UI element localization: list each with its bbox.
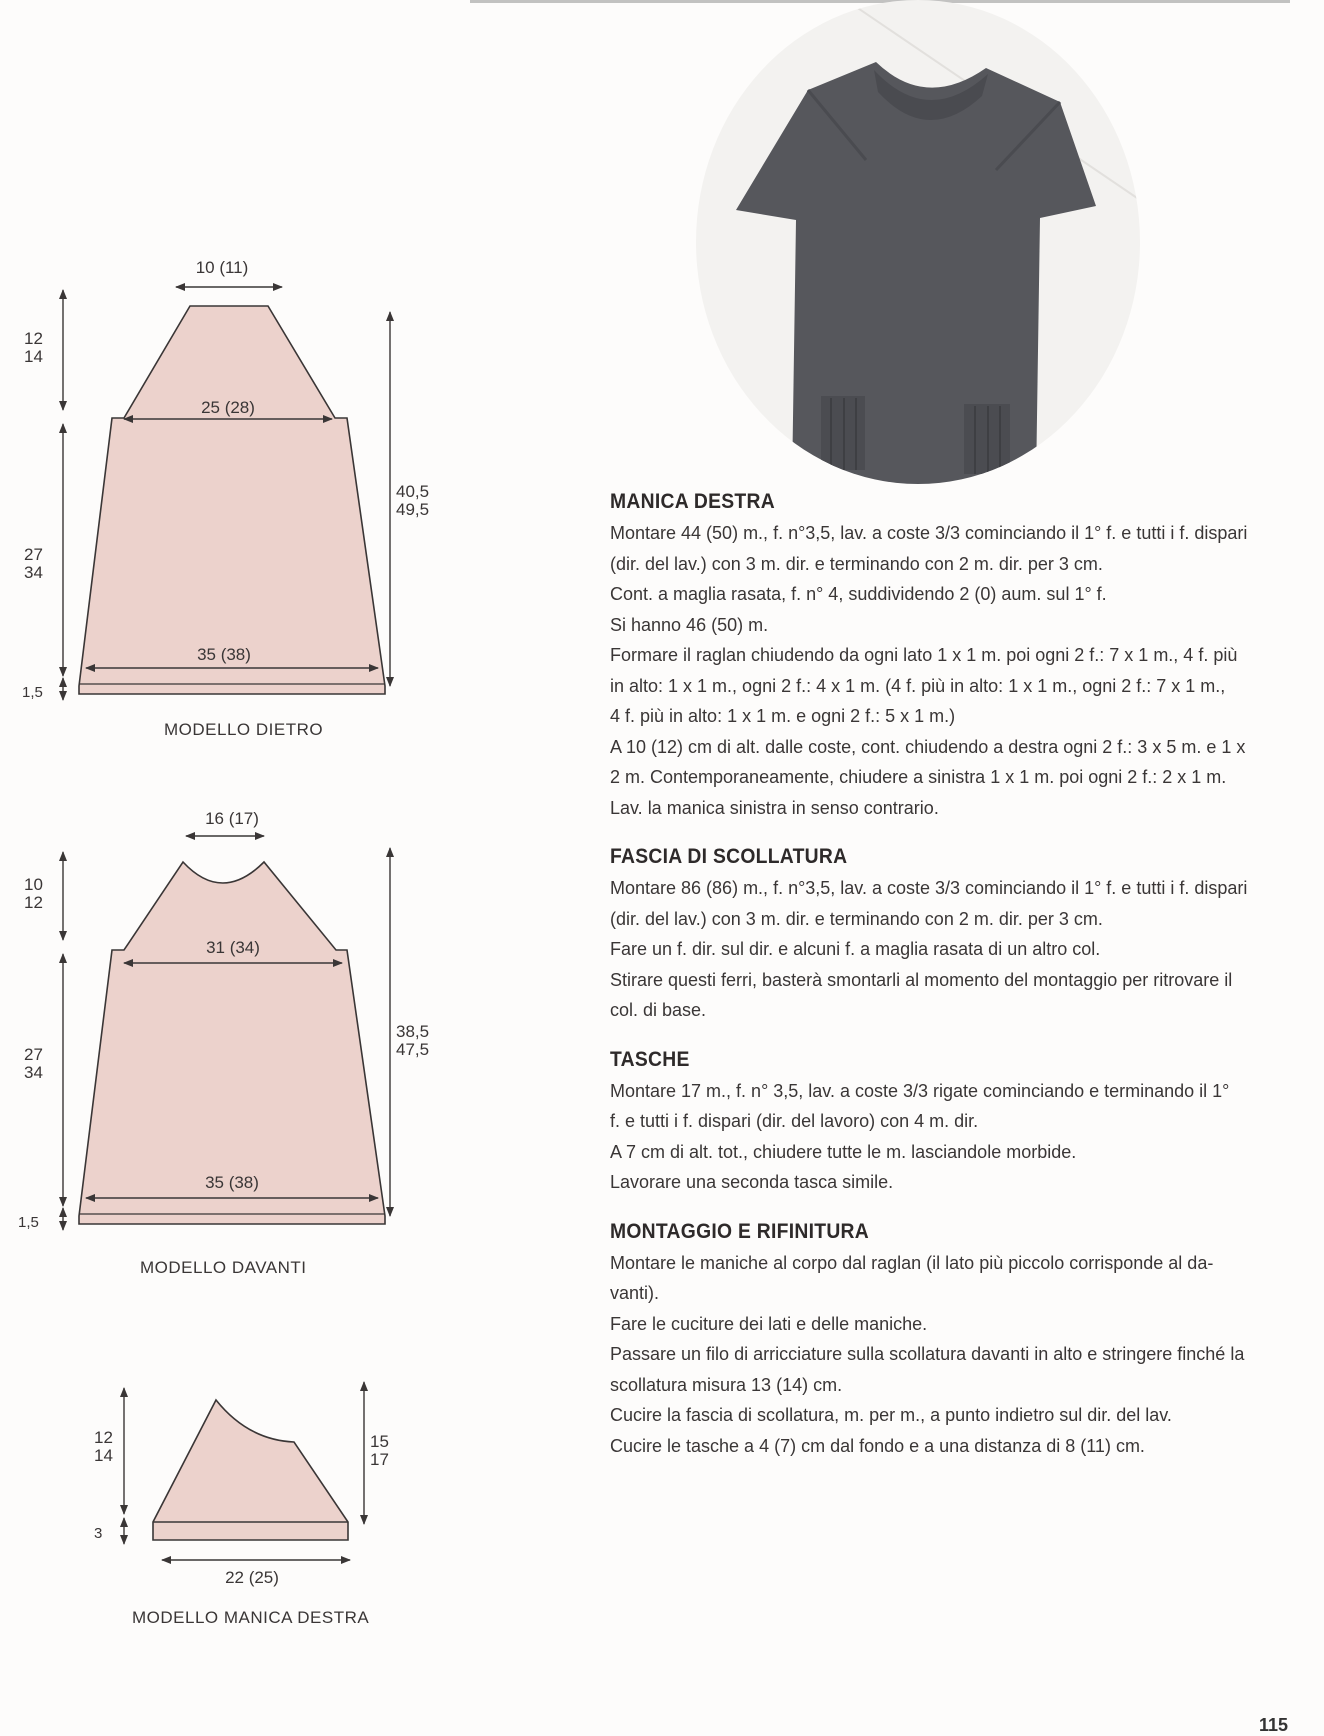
sleeve-caption: MODELLO MANICA DESTRA [132,1608,370,1627]
instruction-line: Montare 44 (50) m., f. n°3,5, lav. a coste 3/3 cominciando il 1° f. e tutti i f. dispari [610,523,1248,543]
sleeve-total-height: 15 17 [370,1432,389,1469]
back-diagram [22,258,429,701]
instruction-line: A 7 cm di alt. tot., chiudere tutte le m. lasciandole morbide. [610,1141,1077,1162]
instruction-line: Si hanno 46 (50) m. [610,614,769,635]
instruction-line: 4 f. più in alto: 1 x 1 m. e ogni 2 f.: 5 x 1 m.) [610,706,956,726]
instruction-line: Cont. a maglia rasata, f. n° 4, suddividendo 2 (0) aum. sul 1° f. [610,584,1107,604]
instruction-line: (dir. del lav.) con 3 m. dir. e terminando con 2 m. dir. per 3 cm. [610,908,1103,929]
sleeve-hem-height: 3 [94,1525,103,1542]
dress-shape [736,62,1096,484]
instruction-line: scollatura misura 13 (14) cm. [610,1374,843,1395]
back-top-width: 10 (11) [195,258,249,277]
instruction-line: A 10 (12) cm di alt. dalle coste, cont. chiudendo a destra ogni 2 f.: 3 x 5 m. e 1 x [610,736,1246,757]
schematics-column [0,0,600,1730]
section-title: FASCIA DI SCOLLATURA [610,845,848,868]
section-0 [610,490,1286,823]
back-chest-width: 25 (28) [201,398,255,417]
section-title: MONTAGGIO E RIFINITURA [610,1219,870,1243]
section-2 [610,1048,1286,1198]
front-total-height: 38,5 47,5 [396,1022,430,1059]
instruction-line: f. e tutti i f. dispari (dir. del lavoro) con 4 m. dir. [610,1111,979,1131]
back-caption: MODELLO DIETRO [164,720,324,739]
instruction-line: Montare 86 (86) m., f. n°3,5, lav. a coste 3/3 cominciando il 1° f. e tutti i f. dispari [610,878,1248,898]
sleeve-panel-shape [153,1400,348,1540]
instruction-line: Passare un filo di arricciature sulla scollatura davanti in alto e stringere finché la [610,1344,1245,1364]
sleeve-raglan-height: 12 14 [94,1428,113,1465]
schematics-svg [0,0,600,1730]
instruction-line: Montare le maniche al corpo dal raglan (il lato più piccolo corrisponde al da- [610,1252,1214,1273]
front-bottom-width: 35 (38) [205,1173,259,1192]
front-panel-shape [79,862,385,1224]
instruction-line: Fare un f. dir. sul dir. e alcuni f. a maglia rasata di un altro col. [610,939,1101,959]
instructions-column [610,490,1286,1483]
front-hem-height: 1,5 [18,1214,39,1231]
back-hem-height: 1,5 [22,684,43,701]
instruction-line: Formare il raglan chiudendo da ogni lato 1 x 1 m. poi ogni 2 f.: 7 x 1 m., 4 f. più [610,645,1238,665]
back-total-height: 40,5 49,5 [396,482,430,519]
front-raglan-height: 10 12 [24,875,43,912]
instruction-line: Cucire la fascia di scollatura, m. per m., a punto indietro sul dir. del lav. [610,1405,1172,1425]
instruction-line: col. di base. [610,1000,707,1020]
back-raglan-height: 12 14 [24,329,43,366]
front-top-width: 16 (17) [205,809,259,828]
section-title: MANICA DESTRA [610,490,775,513]
section-title: TASCHE [610,1047,690,1071]
instruction-line: (dir. del lav.) con 3 m. dir. e terminando con 2 m. dir. per 3 cm. [610,553,1103,574]
page-number: 115 [1258,1715,1288,1735]
instruction-line: Stirare questi ferri, basterà smontarli al momento del montaggio per ritrovare il [610,969,1233,990]
dress-illustration [696,0,1140,484]
garment-photo [696,0,1140,484]
instruction-line: Cucire le tasche a 4 (7) cm dal fondo e a una distanza di 8 (11) cm. [610,1435,1145,1456]
section-1 [610,845,1286,1026]
sleeve-diagram [94,1382,389,1587]
instruction-line: vanti). [610,1283,660,1303]
back-body-height: 27 34 [24,545,43,582]
instruction-line: Lav. la manica sinistra in senso contrario. [610,797,939,818]
back-panel-shape [79,306,385,694]
sleeve-bottom-width: 22 (25) [225,1568,279,1587]
instruction-line: in alto: 1 x 1 m., ogni 2 f.: 4 x 1 m. (4 f. più in alto: 1 x 1 m., ogni 2 f.: 7 x 1 m., [610,675,1226,696]
instruction-line: 2 m. Contemporaneamente, chiudere a sinistra 1 x 1 m. poi ogni 2 f.: 2 x 1 m. [610,767,1227,787]
instruction-line: Lavorare una seconda tasca simile. [610,1172,894,1192]
front-caption: MODELLO DAVANTI [140,1258,307,1277]
front-diagram [18,809,429,1231]
back-bottom-width: 35 (38) [197,645,251,664]
front-chest-width: 31 (34) [206,938,260,957]
instruction-line: Montare 17 m., f. n° 3,5, lav. a coste 3/3 rigate cominciando e terminando il 1° [610,1080,1230,1101]
instruction-line: Fare le cuciture dei lati e delle maniche. [610,1313,928,1334]
section-3 [610,1220,1286,1462]
front-body-height: 27 34 [24,1045,43,1082]
